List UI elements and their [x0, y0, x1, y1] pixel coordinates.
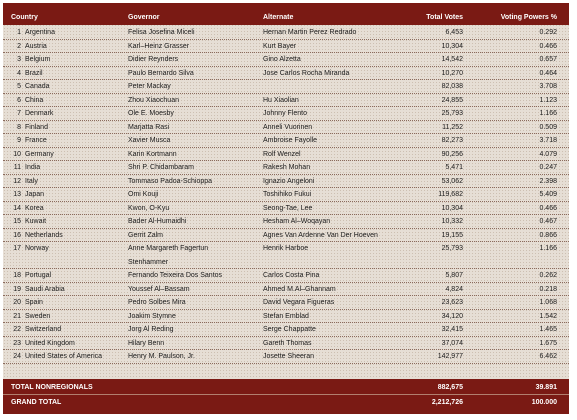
total-votes-cell: 90,256: [441, 150, 463, 158]
row-number: 13: [13, 191, 21, 198]
row-separator: [3, 309, 569, 310]
alternate-cell: David Vegara Figueras: [263, 299, 335, 306]
governor-cell: Shri P. Chidambaram: [128, 164, 195, 171]
total-votes-cell: 24,855: [441, 96, 463, 104]
voting-power-cell: 0.247: [539, 164, 557, 171]
voting-power-table: [3, 3, 569, 414]
alternate-cell: Agnes Van Ardenne Van Der Hoeven: [263, 231, 378, 239]
alternate-cell: Gino Alzetta: [263, 56, 301, 63]
alternate-cell: Kurt Bayer: [263, 42, 297, 50]
country-cell: Denmark: [25, 110, 54, 117]
voting-power-cell: 0.466: [539, 42, 557, 50]
row-separator: [3, 228, 569, 229]
grand-total-votes: 2,212,726: [431, 399, 463, 406]
totals-block: [3, 379, 569, 414]
country-cell: Switzerland: [25, 326, 62, 333]
total-votes-cell: 37,074: [441, 339, 463, 347]
row-separator: [3, 214, 569, 215]
voting-power-cell: 6.462: [539, 353, 557, 360]
governor-cell: Didier Reynders: [128, 56, 179, 63]
governor-cell: Joakim Stymne: [128, 312, 176, 320]
row-separator: [3, 79, 569, 80]
row-number: 15: [13, 218, 21, 225]
table-header: [3, 3, 569, 25]
governor-cell: Ole E. Moesby: [128, 110, 174, 117]
alternate-cell: Ahmed M.Al–Ghannam: [263, 285, 336, 293]
total-nonregionals-votes: 882,675: [437, 384, 463, 391]
total-votes-cell: 23,623: [441, 299, 463, 306]
row-separator: [3, 120, 569, 121]
country-cell: Korea: [25, 204, 44, 212]
governor-cell: Pedro Solbes Mira: [128, 299, 186, 306]
alternate-cell: Anneli Vuorinen: [263, 123, 313, 131]
country-cell: Canada: [25, 83, 50, 90]
voting-power-cell: 1.542: [539, 312, 557, 320]
row-separator: [3, 52, 569, 53]
country-cell: Austria: [25, 42, 47, 50]
total-votes-cell: 82,038: [441, 83, 463, 90]
row-separator: [3, 349, 569, 350]
row-separator: [3, 106, 569, 107]
row-separator: [3, 147, 569, 148]
voting-power-cell: 1.123: [539, 96, 557, 104]
governor-cell: Fernando Teixeira Dos Santos: [128, 272, 223, 279]
governor-cell: Karl–Heinz Grasser: [128, 42, 190, 50]
row-number: 4: [17, 69, 21, 77]
row-number: 7: [17, 110, 21, 117]
governor-cell: Karin Kortmann: [128, 150, 177, 158]
total-votes-cell: 11,252: [442, 123, 463, 131]
alternate-cell: Seong-Tae, Lee: [263, 204, 313, 212]
row-separator: [3, 133, 569, 134]
alternate-cell: Toshihiko Fukui: [263, 191, 312, 198]
governor-cell: Kwon, O-Kyu: [128, 204, 170, 212]
row-number: 22: [13, 326, 21, 333]
total-votes-cell: 119,682: [438, 191, 463, 198]
row-separator: [3, 39, 569, 40]
grand-total-label: GRAND TOTAL: [11, 399, 62, 406]
total-votes-cell: 10,304: [441, 42, 463, 50]
total-votes-cell: 25,793: [441, 110, 463, 117]
row-separator: [3, 295, 569, 296]
row-separator: [3, 66, 569, 67]
voting-power-cell: 1.166: [539, 110, 557, 117]
country-cell: Sweden: [25, 312, 51, 320]
alternate-cell: Hesham Al–Woqayan: [263, 218, 331, 225]
voting-power-cell: 0.866: [539, 231, 557, 239]
voting-power-cell: 0.466: [539, 204, 557, 212]
row-separator: [3, 322, 569, 323]
governor-cell: Hilary Benn: [128, 339, 165, 347]
alternate-cell: Ignazio Angeloni: [263, 177, 315, 185]
row-number: 23: [13, 339, 21, 347]
voting-power-cell: 0.262: [539, 272, 557, 279]
country-cell: Kuwait: [25, 218, 47, 225]
alternate-cell: Johnny Flento: [263, 110, 307, 117]
row-separator: [3, 282, 569, 283]
row-separator: [3, 174, 569, 175]
total-votes-cell: 34,120: [441, 312, 463, 320]
header-governor: Governor: [128, 14, 160, 21]
voting-power-cell: 5.409: [539, 191, 557, 198]
alternate-cell: Henrik Harboe: [263, 245, 309, 252]
alternate-cell: Josette Sheeran: [263, 353, 314, 360]
header-alternate: Alternate: [263, 14, 294, 21]
row-number: 12: [13, 177, 21, 185]
row-separator: [3, 93, 569, 94]
country-cell: Argentina: [25, 29, 55, 36]
country-cell: Finland: [25, 123, 48, 131]
voting-power-cell: 0.467: [539, 218, 557, 225]
row-number: 2: [17, 42, 21, 50]
total-votes-cell: 5,807: [445, 272, 463, 279]
row-number: 10: [13, 150, 21, 158]
row-number: 9: [17, 137, 21, 144]
country-cell: Portugal: [25, 272, 52, 279]
governor-cell: Zhou Xiaochuan: [128, 96, 179, 104]
alternate-cell: Rakesh Mohan: [263, 164, 311, 171]
country-cell: Norway: [25, 245, 49, 252]
voting-power-cell: 0.657: [539, 56, 557, 63]
country-cell: Japan: [25, 191, 45, 198]
country-cell: China: [25, 96, 44, 104]
row-number: 3: [17, 56, 21, 63]
country-cell: United Kingdom: [25, 339, 75, 347]
total-votes-cell: 32,415: [441, 326, 463, 333]
alternate-cell: Serge Chappatte: [263, 326, 316, 333]
total-votes-cell: 142,977: [437, 353, 463, 360]
row-number: 17: [13, 245, 21, 252]
alternate-cell: Jose Carlos Rocha Miranda: [263, 69, 350, 77]
total-votes-cell: 53,062: [441, 177, 463, 185]
row-number: 8: [17, 123, 21, 131]
country-cell: Spain: [25, 299, 43, 306]
governor-cell-continued: Stenhammer: [128, 258, 169, 266]
totals-divider: [3, 394, 569, 395]
governor-cell: Youssef Al–Bassam: [128, 285, 190, 293]
total-votes-cell: 6,453: [445, 29, 463, 36]
governor-cell: Gerrit Zalm: [128, 231, 163, 239]
country-cell: India: [25, 164, 41, 171]
row-separator: [3, 363, 569, 364]
total-votes-cell: 5,471: [445, 164, 463, 171]
row-number: 20: [13, 299, 21, 306]
country-cell: Netherlands: [25, 231, 63, 239]
row-separator: [3, 336, 569, 337]
total-votes-cell: 10,304: [441, 204, 463, 212]
total-votes-cell: 82,273: [441, 137, 463, 144]
total-votes-cell: 25,793: [441, 245, 463, 252]
country-cell: Germany: [25, 150, 54, 158]
header-total-votes: Total Votes: [426, 14, 463, 21]
alternate-cell: Hernan Martin Perez Redrado: [263, 29, 357, 36]
country-cell: United States of America: [25, 353, 103, 360]
row-number: 11: [13, 164, 21, 171]
governor-cell: Marjatta Rasi: [128, 123, 170, 131]
voting-power-cell: 2.398: [539, 177, 557, 185]
row-number: 5: [17, 83, 21, 90]
governor-cell: Xavier Musca: [128, 137, 171, 144]
row-number: 16: [13, 231, 21, 239]
voting-power-cell: 0.509: [539, 123, 557, 131]
total-votes-cell: 10,270: [441, 69, 463, 77]
country-cell: France: [25, 137, 47, 144]
row-separator: [3, 268, 569, 269]
total-nonregionals-power: 39.891: [535, 384, 557, 391]
alternate-cell: Ambroise Fayolle: [263, 137, 318, 144]
row-number: 18: [13, 272, 21, 279]
table-row: [3, 244, 569, 271]
voting-power-cell: 3.708: [539, 83, 557, 90]
governor-cell: Omi Kouji: [128, 191, 159, 198]
row-separator: [3, 241, 569, 242]
row-number: 14: [13, 204, 21, 212]
row-number: 24: [13, 353, 21, 360]
voting-power-cell: 0.292: [539, 29, 557, 36]
voting-power-cell: 1.068: [539, 299, 557, 306]
governor-cell: Peter Mackay: [128, 83, 171, 90]
row-number: 6: [17, 96, 21, 104]
governor-cell: Paulo Bernardo Silva: [128, 69, 194, 77]
country-cell: Italy: [25, 177, 38, 185]
row-number: 19: [13, 285, 21, 293]
total-votes-cell: 14,542: [441, 56, 463, 63]
total-votes-cell: 10,332: [441, 218, 463, 225]
alternate-cell: Hu Xiaolian: [263, 96, 299, 104]
total-nonregionals-label: TOTAL NONREGIONALS: [11, 384, 93, 391]
voting-power-cell: 1.166: [539, 245, 557, 252]
governor-cell: Bader Al-Humaidhi: [128, 218, 187, 225]
total-votes-cell: 19,155: [441, 231, 463, 239]
country-cell: Saudi Arabia: [25, 285, 65, 293]
voting-power-cell: 4.079: [539, 150, 557, 158]
alternate-cell: Carlos Costa Pina: [263, 272, 320, 279]
governor-cell: Tommaso Padoa-Schioppa: [128, 177, 213, 185]
country-cell: Brazil: [25, 69, 43, 77]
row-number: 21: [13, 312, 21, 320]
row-separator: [3, 160, 569, 161]
row-separator: [3, 201, 569, 202]
voting-power-cell: 0.218: [539, 285, 557, 293]
voting-power-cell: 1.465: [539, 326, 557, 333]
alternate-cell: Rolf Wenzel: [263, 150, 301, 158]
voting-power-cell: 1.675: [539, 339, 557, 347]
voting-power-cell: 0.464: [539, 69, 557, 77]
total-votes-cell: 4,824: [445, 285, 463, 293]
row-separator: [3, 187, 569, 188]
governor-cell: Henry M. Paulson, Jr.: [128, 353, 195, 360]
governor-cell: Anne Margareth Fagertun: [128, 245, 209, 252]
governor-cell: Felisa Josefina Miceli: [128, 29, 195, 36]
header-country: Country: [11, 14, 38, 21]
header-voting-powers: Voting Powers %: [500, 14, 557, 21]
row-number: 1: [17, 29, 21, 36]
alternate-cell: Gareth Thomas: [263, 339, 312, 347]
governor-cell: Jorg Al Reding: [128, 326, 174, 333]
country-cell: Belgium: [25, 56, 51, 63]
voting-power-cell: 3.718: [539, 137, 557, 144]
grand-total-power: 100.000: [531, 399, 557, 406]
alternate-cell: Stefan Emblad: [263, 312, 309, 320]
